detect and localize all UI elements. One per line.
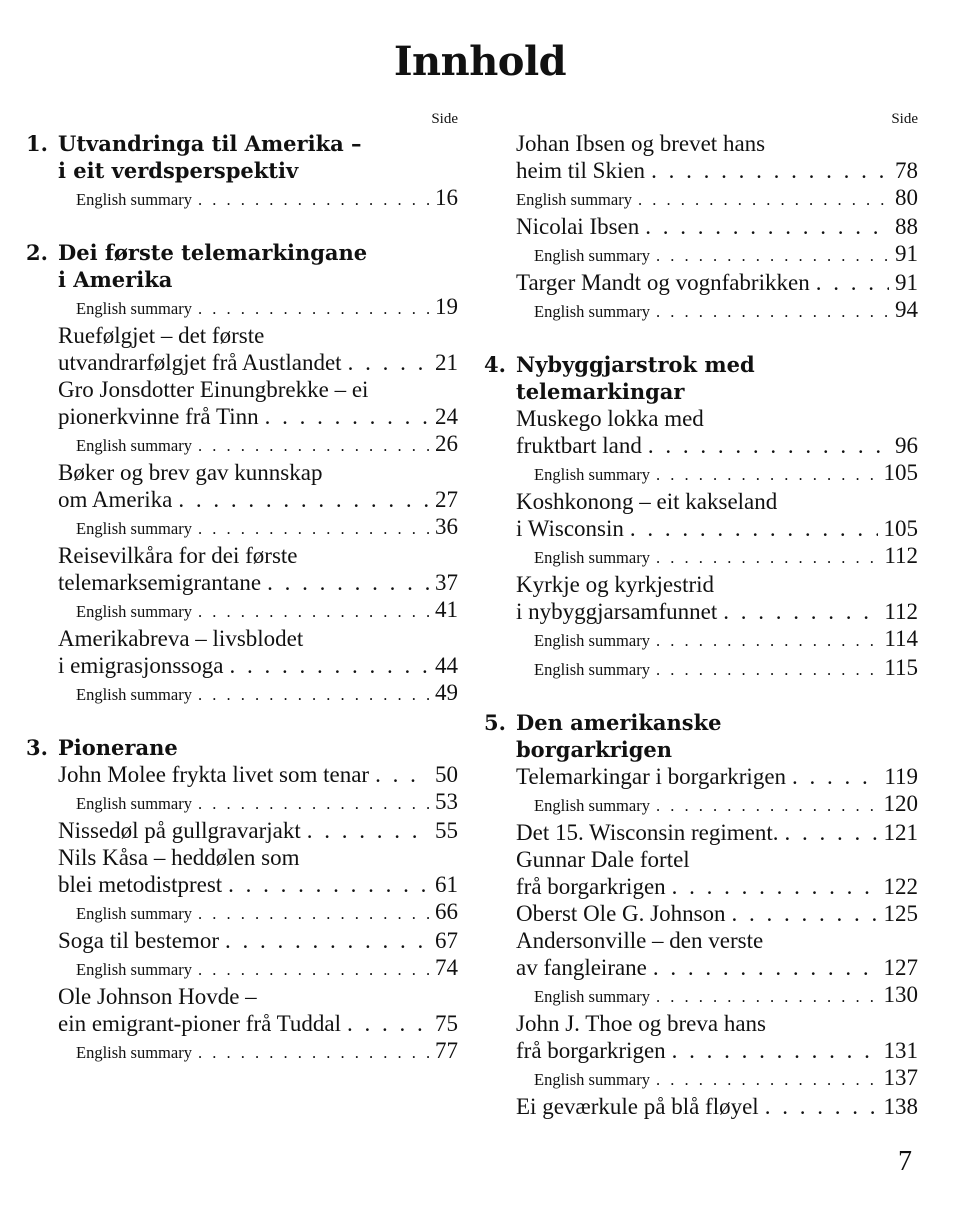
entry-label: English summary — [534, 660, 650, 679]
entry-label: Telemarkingar i borgarkrigen — [516, 764, 787, 789]
dot-leader — [265, 403, 429, 430]
toc-entry[interactable] — [484, 900, 918, 927]
page-ref: 120 — [883, 791, 918, 816]
page-ref: 16 — [435, 185, 458, 210]
dot-leader — [198, 900, 429, 927]
dot-leader — [645, 213, 889, 240]
page-ref: 41 — [435, 597, 458, 622]
page-ref: 94 — [895, 297, 918, 322]
chapter-4-heading — [484, 351, 918, 405]
toc-entry[interactable] — [484, 459, 918, 488]
toc-entry[interactable] — [26, 761, 458, 788]
toc-entry[interactable] — [26, 927, 458, 954]
toc-entry[interactable] — [484, 240, 918, 269]
toc-entry[interactable] — [484, 654, 918, 683]
page-ref: 27 — [435, 487, 458, 512]
dot-leader — [198, 598, 429, 625]
toc-entry[interactable] — [484, 542, 918, 571]
dot-leader — [672, 873, 878, 900]
page-ref: 74 — [435, 955, 458, 980]
toc-entry[interactable] — [484, 1037, 918, 1064]
entry-first-line: Koshkonong – eit kakseland — [516, 489, 778, 514]
page-ref: 121 — [883, 820, 918, 845]
toc-entry[interactable] — [26, 349, 458, 376]
toc-entry[interactable] — [26, 486, 458, 513]
page-ref: 131 — [883, 1038, 918, 1063]
dot-leader — [225, 927, 429, 954]
dot-leader — [178, 486, 429, 513]
page-ref: 88 — [895, 214, 918, 239]
dot-leader — [307, 817, 429, 844]
dot-leader — [638, 186, 889, 213]
page-ref: 77 — [435, 1038, 458, 1063]
page-ref: 112 — [884, 599, 918, 624]
entry-label: Oberst Ole G. Johnson — [516, 901, 726, 926]
dot-leader — [656, 1066, 878, 1093]
entry-label: frå borgarkrigen — [516, 874, 666, 899]
toc-entry[interactable] — [484, 515, 918, 542]
dot-leader — [198, 1039, 429, 1066]
entry-label: English summary — [76, 299, 192, 318]
entry-label: i nybyggjarsamfunnet — [516, 599, 718, 624]
page-number: 7 — [898, 1146, 912, 1177]
side-label: Side — [891, 111, 918, 127]
page-ref: 96 — [895, 433, 918, 458]
toc-entry[interactable] — [26, 569, 458, 596]
toc-entry[interactable] — [26, 788, 458, 817]
page-ref: 91 — [895, 241, 918, 266]
page-ref: 122 — [883, 874, 918, 899]
dot-leader — [656, 298, 889, 325]
entry-first-line: Gunnar Dale fortel — [516, 847, 690, 872]
toc-entry[interactable] — [26, 596, 458, 625]
chapter-number: 4. — [484, 352, 506, 377]
entry-first-line: Andersonville – den verste — [516, 928, 764, 953]
entry-first-line: Gro Jonsdotter Einungbrekke – ei — [58, 377, 369, 402]
chapter-number: 2. — [26, 240, 48, 265]
entry-first-line: Ole Johnson Hovde – — [58, 984, 257, 1009]
page-ref: 114 — [884, 626, 918, 651]
dot-leader — [792, 763, 878, 790]
entry-label: English summary — [76, 685, 192, 704]
entry-label: frå borgarkrigen — [516, 1038, 666, 1063]
toc-left-column — [26, 108, 458, 1066]
dot-leader — [198, 432, 429, 459]
entry-label: English summary — [76, 960, 192, 979]
entry-first-line: Johan Ibsen og brevet hans — [516, 131, 766, 156]
entry-label: i emigrasjonssoga — [58, 653, 224, 678]
dot-leader — [198, 515, 429, 542]
entry-label: English summary — [76, 602, 192, 621]
toc-entry[interactable] — [484, 296, 918, 325]
toc-entry[interactable] — [26, 513, 458, 542]
entry-label: av fangleirane — [516, 955, 647, 980]
entry-label: Det 15. Wisconsin regiment. — [516, 820, 779, 845]
toc-entry[interactable] — [484, 598, 918, 625]
dot-leader — [198, 790, 429, 817]
entry-label: heim til Skien — [516, 158, 646, 183]
page-ref: 50 — [435, 762, 458, 787]
page-ref: 49 — [435, 680, 458, 705]
page-ref: 125 — [883, 901, 918, 926]
toc-entry[interactable] — [26, 430, 458, 459]
toc-entry[interactable] — [484, 954, 918, 981]
chapter-1-heading — [26, 130, 458, 184]
entry-label: English summary — [534, 548, 650, 567]
chapter-title: Nybyggjarstrok med telemarkingar — [516, 352, 755, 404]
entry-label: Ei geværkule på blå fløyel — [516, 1094, 759, 1119]
page-ref: 112 — [884, 543, 918, 568]
entry-label: English summary — [76, 436, 192, 455]
toc-entry[interactable] — [26, 871, 458, 898]
page-ref: 24 — [435, 404, 458, 429]
page-ref: 55 — [435, 818, 458, 843]
toc-entry[interactable] — [484, 213, 918, 240]
page-ref: 19 — [435, 294, 458, 319]
chapter-number: 5. — [484, 710, 506, 735]
chapter-title: Dei første telemarkingane i Amerika — [58, 240, 368, 292]
toc-entry[interactable] — [26, 403, 458, 430]
toc-entry[interactable] — [26, 817, 458, 844]
entry-label: English summary — [534, 1070, 650, 1089]
toc-entry[interactable] — [484, 184, 918, 213]
dot-leader — [723, 598, 878, 625]
page-ref: 36 — [435, 514, 458, 539]
dot-leader — [656, 983, 878, 1010]
toc-entry[interactable] — [26, 652, 458, 679]
page-ref: 91 — [895, 270, 918, 295]
dot-leader — [816, 269, 889, 296]
entry-label: pionerkvinne frå Tinn — [58, 404, 259, 429]
toc-entry[interactable] — [26, 1037, 458, 1066]
dot-leader — [198, 956, 429, 983]
toc-entry[interactable] — [26, 679, 458, 708]
page-ref: 137 — [883, 1065, 918, 1090]
page-ref: 105 — [883, 516, 918, 541]
toc-entry[interactable] — [484, 819, 918, 846]
dot-leader — [672, 1037, 878, 1064]
page-ref: 119 — [884, 764, 918, 789]
dot-leader — [765, 1093, 878, 1120]
entry-first-line: Bøker og brev gav kunnskap — [58, 460, 323, 485]
dot-leader — [784, 819, 877, 846]
page-ref: 67 — [435, 928, 458, 953]
toc-entry[interactable] — [26, 898, 458, 927]
dot-leader — [656, 242, 889, 269]
toc-entry[interactable] — [484, 625, 918, 654]
toc-entry[interactable] — [26, 184, 458, 213]
entry-label: English summary — [76, 190, 192, 209]
toc-right-column — [484, 108, 918, 1120]
toc-entry[interactable] — [484, 1093, 918, 1120]
toc-entry[interactable] — [484, 157, 918, 184]
entry-label: om Amerika — [58, 487, 173, 512]
chapter-title: Den amerikanske borgarkrigen — [516, 710, 722, 762]
page-ref: 37 — [435, 570, 458, 595]
entry-label: English summary — [534, 631, 650, 650]
chapter-number: 1. — [26, 131, 48, 156]
dot-leader — [656, 656, 878, 683]
page-ref: 115 — [884, 655, 918, 680]
dot-leader — [732, 900, 878, 927]
entry-label: blei metodistprest — [58, 872, 223, 897]
page-ref: 53 — [435, 789, 458, 814]
entry-label: John Molee frykta livet som tenar — [58, 762, 370, 787]
dot-leader — [198, 295, 429, 322]
page-ref: 105 — [883, 460, 918, 485]
chapter-2-heading — [26, 239, 458, 293]
toc-entry[interactable] — [484, 1064, 918, 1093]
dot-leader — [656, 544, 878, 571]
dot-leader — [653, 954, 878, 981]
entry-label: Nissedøl på gullgravarjakt — [58, 818, 301, 843]
entry-first-line: Kyrkje og kyrkjestrid — [516, 572, 715, 597]
page-ref: 44 — [435, 653, 458, 678]
toc-entry[interactable] — [484, 873, 918, 900]
entry-label: English summary — [516, 190, 632, 209]
page-ref: 130 — [883, 982, 918, 1007]
chapter-3-heading — [26, 734, 458, 761]
page-ref: 61 — [435, 872, 458, 897]
entry-label: English summary — [76, 794, 192, 813]
entry-first-line: Muskego lokka med — [516, 406, 704, 431]
toc-entry[interactable] — [484, 763, 918, 790]
entry-label: Targer Mandt og vognfabrikken — [516, 270, 810, 295]
entry-label: fruktbart land — [516, 433, 642, 458]
toc-entry[interactable] — [26, 1010, 458, 1037]
page-ref: 21 — [435, 350, 458, 375]
entry-label: English summary — [534, 796, 650, 815]
entry-first-line: Ruefølgjet – det første — [58, 323, 265, 348]
side-label: Side — [431, 111, 458, 127]
chapter-title: Pionerane — [58, 735, 178, 760]
entry-label: English summary — [534, 246, 650, 265]
page-title: Innhold — [393, 38, 567, 85]
dot-leader — [648, 432, 889, 459]
toc-entry[interactable] — [484, 790, 918, 819]
dot-leader — [348, 349, 429, 376]
chapter-title: Utvandringa til Amerika – i eit verdsperspektiv — [58, 131, 362, 183]
entry-first-line: Amerikabreva – livsblodet — [58, 626, 304, 651]
dot-leader — [267, 569, 429, 596]
entry-label: English summary — [76, 904, 192, 923]
entry-first-line: Nils Kåsa – heddølen som — [58, 845, 300, 870]
chapter-5-heading — [484, 709, 918, 763]
dot-leader — [228, 871, 429, 898]
dot-leader — [198, 681, 429, 708]
toc-entry[interactable] — [484, 269, 918, 296]
entry-label: utvandrarfølgjet frå Austlandet — [58, 350, 342, 375]
entry-label: English summary — [76, 1043, 192, 1062]
dot-leader — [656, 461, 878, 488]
entry-label: i Wisconsin — [516, 516, 624, 541]
dot-leader — [630, 515, 878, 542]
dot-leader — [651, 157, 889, 184]
page-ref: 127 — [883, 955, 918, 980]
dot-leader — [656, 627, 878, 654]
entry-label: English summary — [76, 519, 192, 538]
page-ref: 66 — [435, 899, 458, 924]
dot-leader — [229, 652, 429, 679]
entry-label: English summary — [534, 987, 650, 1006]
dot-leader — [198, 186, 429, 213]
entry-first-line: Reisevilkåra for dei første — [58, 543, 298, 568]
entry-label: Soga til bestemor — [58, 928, 219, 953]
page-ref: 138 — [883, 1094, 918, 1119]
dot-leader — [375, 761, 429, 788]
toc-entry[interactable] — [484, 432, 918, 459]
entry-first-line: John J. Thoe og breva hans — [516, 1011, 766, 1036]
chapter-number: 3. — [26, 735, 48, 760]
dot-leader — [347, 1010, 429, 1037]
entry-label: English summary — [534, 302, 650, 321]
toc-entry[interactable] — [26, 954, 458, 983]
entry-label: telemarksemigrantane — [58, 570, 262, 595]
toc-entry[interactable] — [26, 293, 458, 322]
page-ref: 80 — [895, 185, 918, 210]
entry-label: ein emigrant-pioner frå Tuddal — [58, 1011, 341, 1036]
toc-entry[interactable] — [484, 981, 918, 1010]
page-ref: 75 — [435, 1011, 458, 1036]
page-ref: 78 — [895, 158, 918, 183]
entry-label: English summary — [534, 465, 650, 484]
page-ref: 26 — [435, 431, 458, 456]
entry-label: Nicolai Ibsen — [516, 214, 640, 239]
dot-leader — [656, 792, 878, 819]
